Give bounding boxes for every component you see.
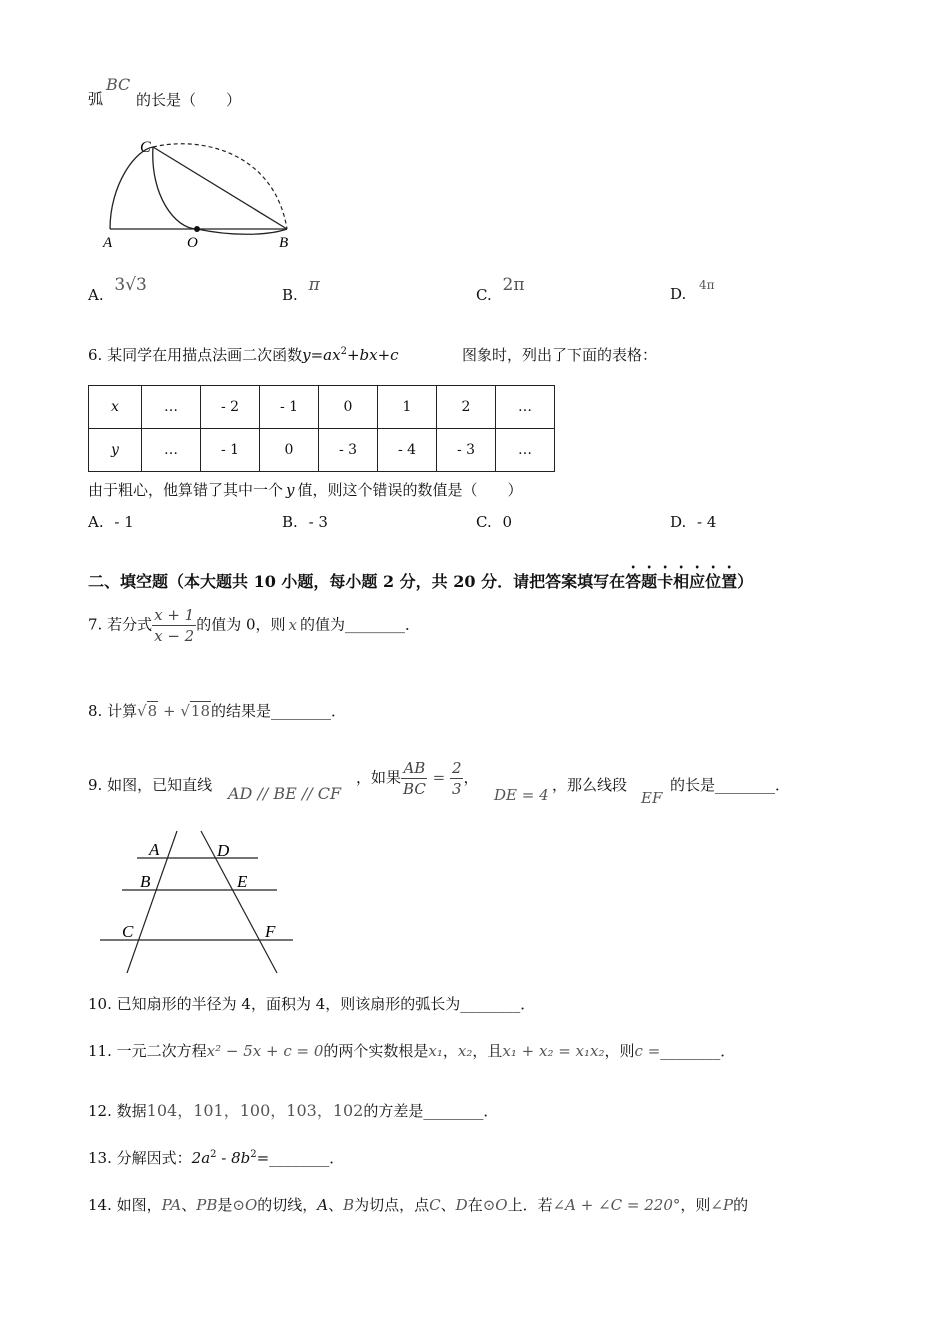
section2-heading: 二、填空题（本大题共 10 小题，每小题 2 分，共 20 分．请把答案填写在答题卡相应位置）: [88, 572, 754, 591]
q9-c: ，那么线段: [552, 776, 628, 794]
q9-d: 的长是________．: [670, 776, 791, 794]
table-cell: …: [496, 386, 555, 429]
table-row: [89, 429, 555, 472]
q14: 14. 如图，PA、PB是⊙O的切线，A、B为切点，点C、D在⊙O上．若∠A + ∠C = 220°，则∠P的: [88, 1196, 749, 1214]
q5-option-b[interactable]: B. π: [282, 275, 320, 304]
label-c: C: [140, 139, 151, 156]
label-f: F: [265, 922, 276, 941]
q11: 11. 一元二次方程x² − 5x + c = 0的两个实数根是x₁，x₂，且x₁ + x₂ = x₁x₂，则c =________．: [88, 1042, 736, 1060]
table-cell: - 3: [319, 429, 378, 472]
q6-stem-b: 图象时，列出了下面的表格：: [462, 346, 658, 364]
q9-ef: EF: [641, 789, 663, 807]
table-cell: …: [142, 429, 201, 472]
table-cell: - 1: [201, 429, 260, 472]
table-cell: - 1: [260, 386, 319, 429]
label-d: D: [217, 841, 230, 860]
table-row: [89, 386, 555, 429]
q5-arc-name: BC: [106, 75, 131, 94]
table-cell: y: [89, 429, 142, 472]
figure-parallel-lines: [95, 825, 305, 980]
arc-cob: [153, 147, 287, 234]
label-c: C: [122, 922, 134, 941]
q5-stem-tail: 的长是（ ）: [136, 91, 242, 109]
q13: 13. 分解因式：$2a^2$ - $8b^2=\_\_\_\_\_\_\_\_$．: [88, 1149, 345, 1167]
q5-option-a[interactable]: A. 3√3: [88, 275, 147, 304]
q9-condition: ，如果 $\frac{AB}{BC}$ = $\frac{2}{3}$ ，: [356, 759, 479, 798]
q12: 12. 数据104，101，100，103，102的方差是________．: [88, 1101, 499, 1120]
table-cell: 2: [437, 386, 496, 429]
table-cell: …: [496, 429, 555, 472]
q6-option-d[interactable]: D. - 4: [670, 513, 717, 531]
q7: 7. 若分式 $\frac{x + 1}{x - 2}$ 的值为 0，则 x 的值为________．: [88, 606, 421, 645]
label-e: E: [237, 872, 248, 891]
label-a: A: [149, 840, 160, 859]
sqrt-18: √18: [180, 702, 211, 720]
q9-fraction-2-3: $\frac{2}{3}$: [451, 759, 462, 798]
label-o: O: [187, 235, 198, 251]
table-cell: - 4: [378, 429, 437, 472]
q6-table: [88, 385, 555, 472]
table-cell: 0: [319, 386, 378, 429]
q5-stem: 弧: [88, 90, 104, 108]
table-cell: …: [142, 386, 201, 429]
table-cell: 0: [260, 429, 319, 472]
q6-after: 由于粗心，他算错了其中一个 y 值，则这个错误的数值是（ ）: [88, 481, 523, 499]
q6-stem: 6. 某同学在用描点法画二次函数$y=ax^2+bx+c$: [88, 346, 399, 364]
label-a: A: [103, 235, 113, 251]
table-cell: x: [89, 386, 142, 429]
q5-option-d[interactable]: D. 4π: [670, 278, 715, 303]
q9-fraction-ab-bc: $\frac{AB}{BC}$: [403, 759, 426, 798]
q6-option-a[interactable]: A. - 1: [88, 513, 134, 531]
q10: 10. 已知扇形的半径为 4，面积为 4，则该扇形的弧长为________．: [88, 995, 536, 1013]
q6-option-b[interactable]: B. - 3: [282, 513, 328, 531]
q5-option-c[interactable]: C. 2π: [476, 275, 525, 304]
sqrt-8: √8: [137, 702, 158, 720]
q7-fraction: $\frac{x + 1}{x - 2}$: [154, 606, 195, 645]
figure-semicircle: [95, 135, 305, 255]
q9-de: DE = 4: [494, 786, 549, 804]
label-b: B: [279, 235, 289, 251]
table-cell: - 2: [201, 386, 260, 429]
table-cell: - 3: [437, 429, 496, 472]
q9-lines: AD // BE // CF: [228, 784, 342, 803]
transversal-2: [201, 831, 277, 973]
q9: 9. 如图，已知直线: [88, 776, 213, 794]
q6-option-c[interactable]: C. 0: [476, 513, 513, 531]
q8: 8. 计算√8 + √18的结果是________．: [88, 702, 347, 720]
label-b: B: [140, 872, 151, 891]
point-o: [194, 226, 200, 232]
arc-ac: [110, 147, 153, 229]
table-cell: 1: [378, 386, 437, 429]
